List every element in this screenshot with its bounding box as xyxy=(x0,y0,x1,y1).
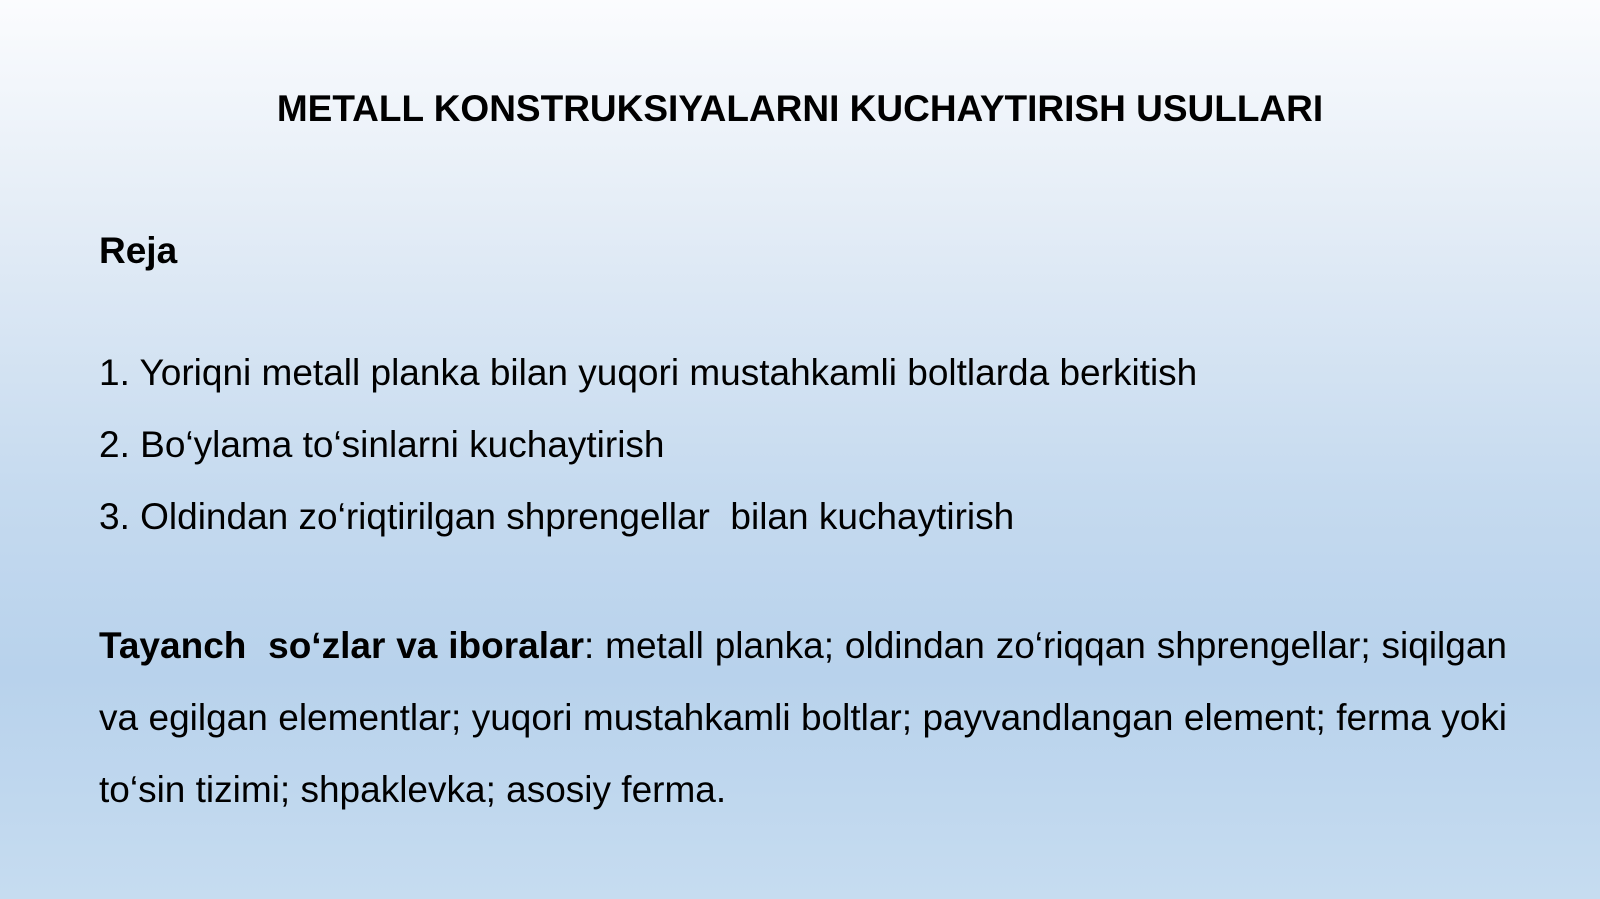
slide-title: METALL KONSTRUKSIYALARNI KUCHAYTIRISH USULLARI xyxy=(276,88,1324,129)
keywords-paragraph xyxy=(99,610,1507,826)
plan-heading: Reja xyxy=(99,230,178,271)
plan-item: 1. Yoriqni metall planka bilan yuqori mustahkamli boltlarda berkitish xyxy=(99,352,1198,393)
plan-item: 2. Bo‘ylama to‘sinlarni kuchaytirish xyxy=(99,424,665,465)
keywords-text: : metall planka; oldindan zo‘riqqan shprengellar; siqilgan va egilgan elementlar; yuqori mustahkamli boltlar; payvandlangan element; ferma yoki to‘sin tizimi; shpaklevka; asosiy ferma. xyxy=(99,625,1507,810)
plan-item: 3. Oldindan zo‘riqtirilgan shprengellar bilan kuchaytirish xyxy=(99,496,1015,537)
plan-list xyxy=(99,350,1197,566)
keywords-label: Tayanch so‘zlar va iboralar xyxy=(99,625,584,666)
